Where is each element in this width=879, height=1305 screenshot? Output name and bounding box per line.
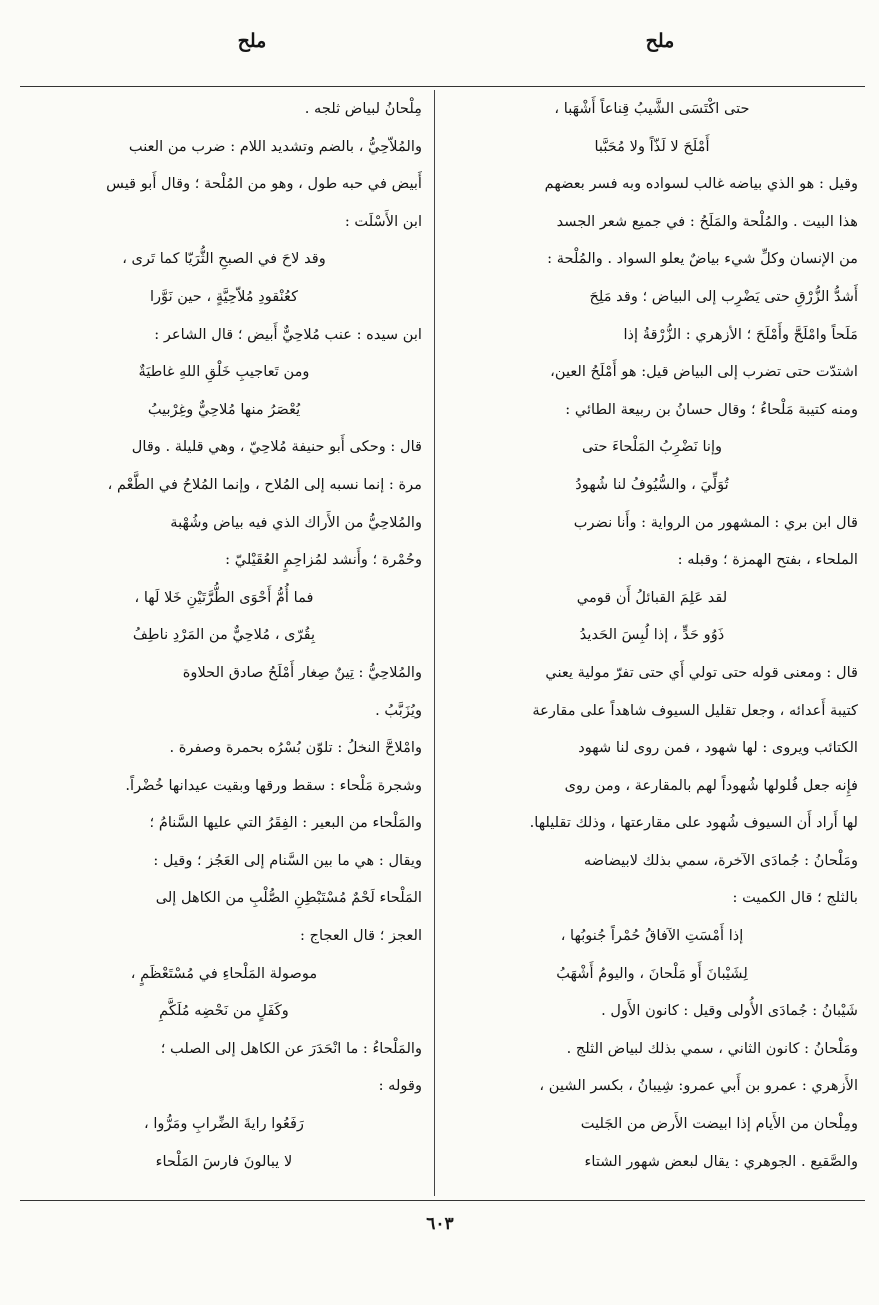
text-line: ويقال : هي ما بين السَّنام إلى العَجُز ؛ وقيل : [153, 851, 422, 869]
text-line: ابن سيده : عنب مُلاحِيٌّ أَبيض ؛ قال الشاعر : [154, 325, 422, 343]
text-line: وشجرة مَلْحاء : سقط ورقها وبقيت عيدانها خُضْراً. [125, 776, 422, 794]
text-line: مرة : إنما نسبه إلى المُلاح ، وإنما المُلاحُ في الطَّعْم ، [107, 475, 422, 493]
text-line: بالثلج ؛ قال الكميت : [732, 889, 858, 907]
text-line: الأَزهري : عمرو بن أَبي عمرو: شِيبانُ ، بكسر الشين ، [539, 1077, 858, 1095]
verse-line: تُوَلِّيَ ، والسُّيُوفُ لنا شُهودُ [575, 475, 729, 493]
page-number: ٦٠٣ [426, 1214, 454, 1234]
right-running-head: ملح [645, 30, 675, 52]
text-line: ومِلْحان من الأَيام إذا ابيضت الأَرض من الجَليت [580, 1115, 858, 1133]
verse-line: ذَوُو حَدٍّ ، إذا لُبِسَ الحَديدُ [579, 626, 725, 644]
verse-line: بِقُرّى ، مُلاحِيٌّ من المَرْدِ ناطِفُ [132, 626, 316, 644]
left-running-head: ملح [237, 30, 267, 52]
verse-line: إذا أَمْسَتِ الآفاقُ حُمْراً جُنوبُها ، [560, 927, 744, 945]
column-divider [434, 90, 435, 1196]
text-line: والمَلْحاء من البعير : الفِقَرُ التي عليها السَّنامُ ؛ [149, 814, 422, 832]
text-line: هذا البيت . والمُلْحة والمَلَحُ : في جميع شعر الجسد [556, 212, 858, 230]
text-line: والصَّقيع . الجوهري : يقال لبعض شهور الشتاء [584, 1152, 858, 1170]
verse-line: لقد عَلِمَ القبائلُ أَن قومي [576, 588, 728, 606]
text-line: ابن الأَسْلَت : [344, 212, 422, 230]
text-line: قال : وحكى أَبو حنيفة مُلاحِيّ ، وهي قليلة . وقال [131, 438, 422, 456]
text-line: أَشدُّ الزُّرْقِ حتى يَضْرِب إلى البياض ؛ وقد مَلِحَ [589, 287, 858, 305]
text-line: قال : ومعنى قوله حتى تولي أَي حتى تفرّ مولية يعني [545, 663, 858, 681]
verse-line: حتى اكْتَسَى الشَّيبُ قِناعاً أَشْهَبا ، [554, 100, 750, 117]
text-line: فإِنه جعل فُلولها شُهوداً لهم بالمقارعة ، ومن روى [564, 776, 858, 794]
text-line: والمَلْحاءُ : ما انْحَدَرَ عن الكاهل إلى الصلب ؛ [160, 1039, 422, 1057]
bottom-rule [20, 1200, 865, 1201]
text-line: ويُزَبَّبُ . [375, 701, 422, 719]
text-line: مَلَحاً وامْلَحَّ وأَمْلَحَ ؛ الأزهري : الزُّرْقةُ إذا [623, 325, 858, 343]
text-line: والمُلاحِيُّ من الأَراك الذي فيه بياض وشُهْبة [170, 513, 422, 531]
text-line: اشتدّت حتى تضرب إلى البياض قيل: هو أَمْلَحُ العين، [550, 363, 858, 381]
text-line: كتيبة أَعدائه ، وجعل تقليل السيوف شاهداً على مقارعة [532, 701, 858, 719]
text-line: من الإنسان وكلِّ شيء بياضٌ يعلو السواد . والمُلْحة : [547, 250, 858, 268]
text-line: ومنه كتيبة مَلْحاءُ ؛ وقال حسانُ بن ربيعة الطائي : [565, 400, 858, 418]
text-line: وامْلاحَّ النخلُ : تلوّن بُسْرُه بحمرة وصفرة . [169, 739, 422, 757]
verse-line: وإنا نَضْرِبُ المَلْحاءَ حتى [581, 438, 723, 456]
verse-line: وقد لاحَ في الصبحِ الثُّرَيّا كما تَرى ، [122, 250, 326, 268]
text-line: العجز ؛ قال العجاج : [300, 927, 422, 945]
text-line: الملحاء ، بفتح الهمزة ؛ وقبله : [677, 551, 858, 569]
verse-line: رَفَعُوا رايةَ الضِّرابِ ومَرُّوا ، [144, 1115, 304, 1133]
verse-line: يُعْصَرُ منها مُلاحِيٌّ وغِرْبيبُ [147, 400, 301, 418]
text-line: المَلْحاء لَحْمٌ مُسْتَبْطِنِ الصُّلْبِ من الكاهل إلى [155, 889, 422, 907]
verse-line: موصولة المَلْحاءِ في مُسْتَعْظَمٍ ، [130, 964, 318, 982]
verse-line: ومن تَعاجيبِ خَلْقِ اللهِ غاطيَةٌ [138, 363, 310, 381]
text-line: ومَلْحانُ : جُمادَى الآخرة، سمي بذلك لابيضاضه [583, 851, 858, 869]
right-column [446, 90, 858, 1180]
text-line: شَيْبانُ : جُمادَى الأُولى وقيل : كانون الأَول . [601, 1002, 858, 1020]
text-line: مِلْحانُ لبياض ثلجه . [304, 100, 422, 117]
top-rule [20, 86, 865, 87]
verse-line: فما أُمُّ أَحْوَى الطُّرَّتَيْنِ خَلا لَها ، [134, 588, 314, 606]
left-column [26, 90, 422, 1180]
text-line: والمُلاحِيُّ : تِينٌ صِغار أَمْلَحُ صادق الحلاوة [182, 663, 422, 681]
text-line: وقوله : [378, 1077, 422, 1095]
text-line: وقيل : هو الذي بياضه غالب لسواده وبه فسر بعضهم [544, 175, 858, 193]
text-line: ومَلْحانُ : كانون الثاني ، سمي بذلك لبياض الثلج . [566, 1039, 858, 1057]
text-line: والمُلاّحِيُّ ، بالضم وتشديد اللام : ضرب من العنب [128, 137, 422, 155]
text-line: قال ابن بري : المشهور من الرواية : وأَنا نضرب [573, 513, 858, 531]
text-line: لها أَراد أَن السيوف شُهود على مقارعتها ، وذلك تقليلها. [529, 814, 858, 832]
verse-line: لِشَيْبانَ أَو مَلْحانَ ، واليومُ أَشْهَبُ [556, 964, 748, 982]
verse-line: أَمْلَحَ لا لَذّاً ولا مُحَبَّبا [594, 137, 710, 155]
text-line: أَبيض في حبه طول ، وهو من المُلْحة ؛ وقال أَبو قيس [106, 175, 422, 193]
text-line: وحُمْرة ؛ وأَنشد لمُزاحِمٍ العُقَيْليّ : [225, 551, 422, 569]
verse-line: وكَفَلٍ من نَحْضِه مُلَكَّمِ [159, 1002, 289, 1020]
verse-line: كعُنْقودِ مُلاّحِيَّةٍ ، حين نَوَّرا [149, 287, 299, 305]
verse-line: لا يبالونَ فارسَ المَلْحاء [155, 1152, 293, 1170]
text-line: الكتائب ويروى : لها شهود ، فمن روى لنا شهود [578, 739, 858, 757]
